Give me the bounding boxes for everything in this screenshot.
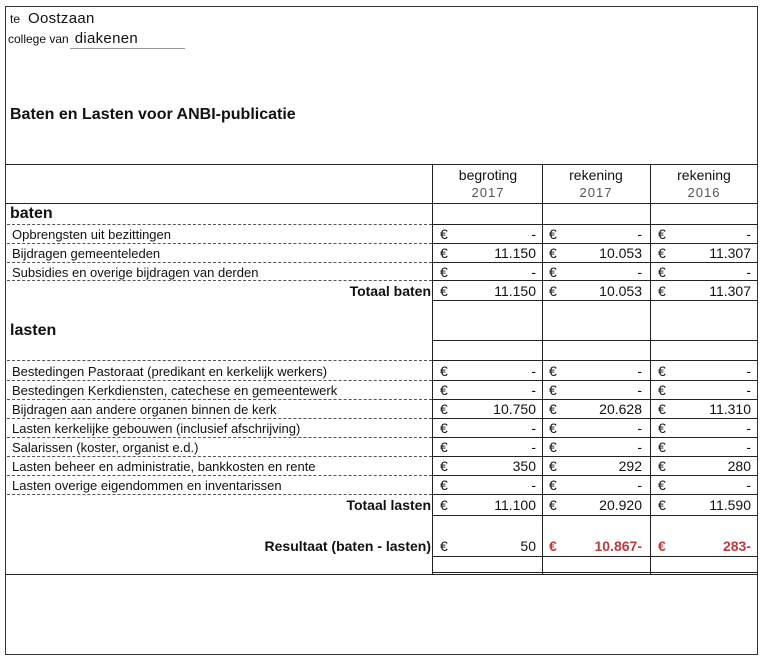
currency-symbol: €	[549, 420, 557, 436]
page-title: Baten en Lasten voor ANBI-publicatie	[10, 106, 296, 123]
row-divider	[432, 475, 758, 476]
currency-symbol: €	[440, 439, 448, 455]
table-cell: -	[746, 264, 751, 280]
table-cell: 11.307	[709, 245, 751, 261]
currency-symbol: €	[658, 420, 666, 436]
currency-symbol: €	[440, 458, 448, 474]
column-header-label: begroting	[458, 167, 518, 183]
currency-symbol: €	[658, 477, 666, 493]
column-header-label: rekening	[677, 167, 731, 183]
table-row-label: Lasten kerkelijke gebouwen (inclusief afschrijving)	[12, 421, 301, 436]
row-divider	[432, 340, 758, 341]
row-divider	[432, 224, 758, 225]
column-divider	[432, 164, 433, 574]
row-divider	[7, 262, 432, 263]
currency-symbol: €	[549, 283, 557, 299]
column-header-year: 2017	[579, 185, 613, 200]
row-divider	[432, 399, 758, 400]
column-header-year: 2016	[687, 185, 721, 200]
section-label-baten: baten	[10, 205, 53, 222]
table-cell: -	[746, 382, 751, 398]
table-cell: -	[531, 264, 536, 280]
table-cell: -	[746, 439, 751, 455]
row-divider	[432, 380, 758, 381]
currency-symbol: €	[549, 458, 557, 474]
table-cell: -	[637, 382, 642, 398]
row-divider	[7, 456, 432, 457]
table-cell: 10.053	[599, 245, 642, 261]
table-top-border	[5, 164, 758, 165]
table-cell: 20.628	[599, 401, 642, 417]
table-cell: -	[746, 363, 751, 379]
table-cell: -	[531, 363, 536, 379]
total-label-lasten: Totaal lasten	[346, 497, 431, 513]
table-cell: 20.920	[599, 497, 642, 513]
table-bottom-border	[5, 574, 758, 575]
table-cell: -	[746, 420, 751, 436]
table-row-label: Bestedingen Kerkdiensten, catechese en gemeentewerk	[12, 383, 338, 398]
row-divider	[432, 280, 758, 281]
currency-symbol: €	[658, 283, 666, 299]
table-row-label: Bijdragen aan andere organen binnen de kerk	[12, 402, 277, 417]
currency-symbol: €	[440, 363, 448, 379]
table-row-label: Bijdragen gemeenteleden	[12, 246, 161, 261]
column-divider	[542, 164, 543, 574]
currency-symbol: €	[549, 382, 557, 398]
column-header-label: rekening	[569, 167, 623, 183]
currency-symbol: €	[658, 401, 666, 417]
row-divider	[432, 360, 758, 361]
row-divider	[432, 300, 758, 301]
row-divider	[432, 494, 758, 495]
row-divider	[7, 380, 432, 381]
currency-symbol: €	[440, 226, 448, 242]
table-row-label: Bestedingen Pastoraat (predikant en kerkelijk werkers)	[12, 364, 328, 379]
column-header-rekening-2016	[652, 167, 756, 200]
table-cell: -	[746, 226, 751, 242]
currency-symbol: €	[440, 538, 448, 554]
te-label: te	[10, 12, 21, 26]
currency-symbol: €	[549, 439, 557, 455]
college-label: college van	[8, 32, 69, 46]
table-cell: 10.053	[599, 283, 642, 299]
currency-symbol: €	[549, 363, 557, 379]
table-row-label: Subsidies en overige bijdragen van derden	[12, 265, 259, 280]
row-divider	[432, 418, 758, 419]
college-line	[8, 30, 138, 47]
table-cell: -	[531, 477, 536, 493]
currency-symbol: €	[658, 245, 666, 261]
currency-symbol: €	[440, 382, 448, 398]
currency-symbol: €	[549, 477, 557, 493]
resultaat-label: Resultaat (baten - lasten)	[264, 538, 431, 554]
table-cell: 350	[512, 458, 536, 474]
row-divider	[432, 515, 758, 516]
college-value: diakenen	[74, 30, 139, 47]
row-divider	[7, 280, 432, 281]
table-cell: 10.750	[493, 401, 536, 417]
row-divider	[7, 399, 432, 400]
currency-symbol: €	[658, 538, 666, 554]
table-row-label: Opbrengsten uit bezittingen	[12, 227, 171, 242]
column-header-rekening-2017	[544, 167, 648, 200]
currency-symbol: €	[549, 245, 557, 261]
table-cell: 11.307	[709, 283, 751, 299]
row-divider	[7, 494, 432, 495]
currency-symbol: €	[549, 401, 557, 417]
table-cell: 11.590	[709, 497, 751, 513]
table-row-label: Lasten beheer en administratie, bankkosten en rente	[12, 459, 316, 474]
currency-symbol: €	[440, 401, 448, 417]
currency-symbol: €	[549, 538, 557, 554]
table-row-label: Salarissen (koster, organist e.d.)	[12, 440, 199, 455]
currency-symbol: €	[658, 363, 666, 379]
currency-symbol: €	[658, 458, 666, 474]
column-divider	[650, 164, 651, 574]
table-cell: -	[531, 226, 536, 242]
table-cell: -	[637, 477, 642, 493]
currency-symbol: €	[440, 245, 448, 261]
resultaat-value-rekening-2016: 283-	[722, 538, 751, 554]
row-divider	[432, 243, 758, 244]
currency-symbol: €	[658, 382, 666, 398]
college-underline	[70, 48, 185, 49]
currency-symbol: €	[658, 226, 666, 242]
table-cell: 292	[618, 458, 642, 474]
currency-symbol: €	[440, 420, 448, 436]
table-cell: 11.310	[709, 401, 751, 417]
table-cell: -	[531, 382, 536, 398]
table-cell: -	[637, 264, 642, 280]
row-divider	[432, 262, 758, 263]
table-cell: 11.100	[494, 497, 536, 513]
row-divider	[7, 243, 432, 244]
row-divider	[432, 437, 758, 438]
te-line	[10, 10, 95, 27]
column-header-year: 2017	[471, 185, 505, 200]
table-cell: -	[637, 439, 642, 455]
currency-symbol: €	[658, 264, 666, 280]
row-divider	[7, 418, 432, 419]
te-value: Oostzaan	[28, 10, 95, 27]
row-divider	[432, 572, 758, 573]
currency-symbol: €	[658, 497, 666, 513]
table-cell: -	[531, 439, 536, 455]
table-cell: 280	[727, 458, 751, 474]
table-cell: -	[637, 226, 642, 242]
resultaat-value-rekening-2017: 10.867-	[594, 538, 642, 554]
row-divider	[432, 556, 758, 557]
table-cell: 11.150	[494, 283, 536, 299]
currency-symbol: €	[549, 264, 557, 280]
table-row-label: Lasten overige eigendommen en inventarissen	[12, 478, 282, 493]
currency-symbol: €	[658, 439, 666, 455]
table-cell: -	[746, 477, 751, 493]
row-divider	[7, 360, 432, 361]
row-divider	[7, 437, 432, 438]
section-label-lasten: lasten	[10, 322, 57, 339]
table-cell: -	[637, 420, 642, 436]
table-cell: -	[637, 363, 642, 379]
row-divider	[432, 456, 758, 457]
currency-symbol: €	[440, 283, 448, 299]
table-cell: 11.150	[494, 245, 536, 261]
currency-symbol: €	[440, 477, 448, 493]
resultaat-value-begroting-2017: 50	[520, 538, 536, 554]
document-frame	[5, 6, 758, 655]
currency-symbol: €	[440, 497, 448, 513]
currency-symbol: €	[549, 497, 557, 513]
currency-symbol: €	[549, 226, 557, 242]
row-divider	[7, 475, 432, 476]
header-bottom-border	[5, 203, 758, 204]
column-header-begroting-2017	[436, 167, 540, 200]
table-cell: -	[531, 420, 536, 436]
row-divider	[7, 224, 432, 225]
total-label-baten: Totaal baten	[349, 283, 431, 299]
currency-symbol: €	[440, 264, 448, 280]
